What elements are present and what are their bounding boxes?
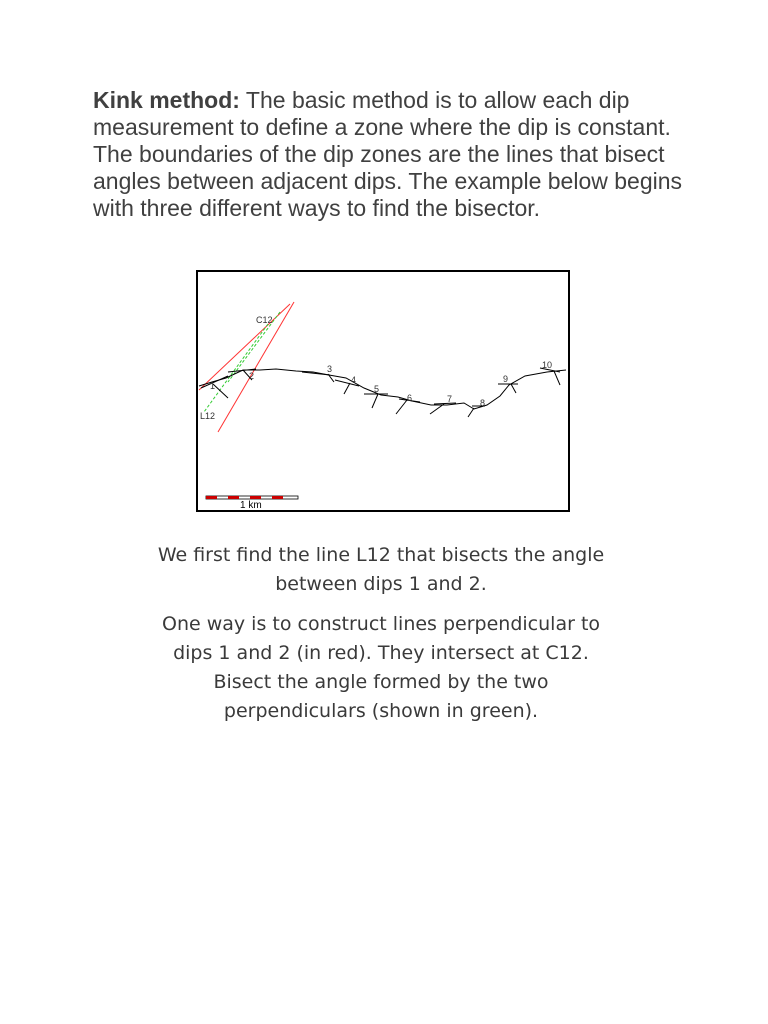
bisector-line-1 bbox=[204, 324, 268, 412]
intro-body: The basic method is to allow each dip measurement to define a zone where the dip is constant. The boundaries of the dip zones are the lines that bisect angles between adjacent dips. The example below begins with three different ways to find the bisector. bbox=[93, 87, 683, 221]
dip-label-4: 4 bbox=[351, 375, 357, 385]
dip-label-2: 2 bbox=[249, 371, 255, 381]
scale-bar-segment bbox=[272, 496, 283, 499]
cross-section-diagram bbox=[198, 272, 568, 510]
kink-method-figure bbox=[196, 270, 570, 512]
intro-lead: Kink method: bbox=[93, 87, 240, 113]
intro-paragraph bbox=[93, 87, 683, 222]
dip-4-tick bbox=[344, 383, 350, 394]
dip-6-tick bbox=[396, 400, 407, 414]
c12-label: C12 bbox=[256, 315, 273, 325]
dip-label-6: 6 bbox=[407, 393, 413, 403]
dip-1-tick bbox=[213, 384, 228, 398]
dip-label-5: 5 bbox=[374, 384, 380, 394]
scale-bar-segment bbox=[250, 496, 261, 499]
dip-5-tick bbox=[372, 394, 378, 408]
caption-first: We first find the line L12 that bisects the angle between dips 1 and 2. bbox=[157, 544, 605, 595]
dip-10-tick bbox=[554, 371, 560, 385]
dip-label-7: 7 bbox=[447, 394, 453, 404]
dip-label-8: 8 bbox=[480, 398, 486, 408]
dip-8-tick bbox=[468, 408, 474, 417]
topographic-trace bbox=[199, 369, 566, 409]
dip-9-tick bbox=[511, 384, 516, 393]
scale-bar bbox=[206, 496, 298, 510]
scale-bar-segment bbox=[228, 496, 239, 499]
dip-label-3: 3 bbox=[327, 364, 333, 374]
scale-label: 1 km bbox=[240, 500, 262, 510]
dip-label-10: 10 bbox=[542, 360, 553, 370]
dip-label-1: 1 bbox=[210, 381, 216, 391]
dip-label-9: 9 bbox=[503, 374, 509, 384]
l12-label: L12 bbox=[200, 411, 216, 421]
caption-second: One way is to construct lines perpendicular to dips 1 and 2 (in red). They intersect at C12. Bisect the angle formed by the two perpendiculars (shown in green). bbox=[161, 613, 601, 722]
scale-bar-segment bbox=[206, 496, 217, 499]
